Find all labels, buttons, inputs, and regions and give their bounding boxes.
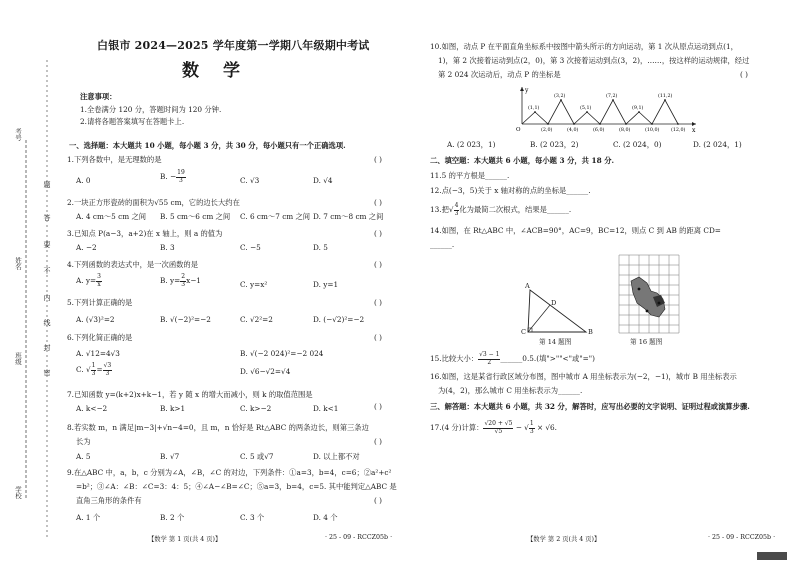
- answer-paren: ( ): [374, 298, 383, 307]
- q10-option-a: A. (2 023，1): [447, 140, 496, 149]
- point-label: (3,2): [554, 94, 566, 99]
- q1-option-b: B. − $\frac{19}{3}$: [160, 169, 185, 184]
- q10-stem-3: 第 2 024 次运动后，动点 P 的坐标是: [438, 70, 561, 79]
- q2-option-c: C. 6 cm～7 cm 之间: [240, 212, 311, 221]
- q5-option-c: C. √2²=2: [240, 315, 273, 324]
- q2-option-b: B. 5 cm～6 cm 之间: [160, 212, 231, 221]
- corner-logo: [757, 552, 787, 560]
- q4-option-b: B. y= $\frac{2}{3}$ x−1: [160, 273, 201, 288]
- seal-char-8: 密: [43, 369, 51, 377]
- answer-paren: ( ): [374, 229, 383, 238]
- answer-paren: ( ): [374, 402, 383, 411]
- q14-label-d: D: [551, 299, 557, 307]
- answer-paren: ( ): [374, 437, 383, 446]
- point-label: (8,0): [619, 128, 631, 133]
- q2-option-d: D. 7 cm～8 cm 之间: [313, 212, 384, 221]
- q4-option-a: A. y= $\frac{3}{x}$: [76, 273, 101, 288]
- xuexiao-label: 学校: [14, 486, 22, 499]
- q15: 15.比较大小： $\frac{√3 - 1}{2}$ ______0.5.(填">""<"或"="): [430, 351, 595, 366]
- seal-char-2: 答: [43, 214, 51, 222]
- origin-label: O: [516, 127, 521, 133]
- q7-option-b: B. k>1: [160, 404, 186, 413]
- q14-figure-caption: 第 14 题图: [539, 338, 572, 346]
- q14-stem-2: ______.: [430, 240, 455, 249]
- q9-stem-2: =b²；③∠A：∠B：∠C=3：4：5；④∠A−∠B=∠C；⑤a=3，b=4，c=5. 其中能判定△ABC 是: [76, 482, 397, 491]
- subject-title: 数学: [182, 61, 264, 81]
- q7-option-a: A. k<−2: [76, 404, 108, 413]
- section-3-heading: 三、解答题：本大题共 6 小题，共 32 分，解答时，应写出必要的文字说明、证明过程或演算步骤.: [430, 402, 750, 411]
- seal-char-4: 不: [43, 267, 51, 275]
- seal-char-1: 题: [43, 181, 51, 189]
- q16-stem: 16.如图，这是某省行政区域分布图，图中城市 A 用坐标表示为(−2，−1)，城市 B 用坐标表示: [430, 372, 737, 381]
- footer-page-1: 【数学 第 1 页(共 4 页)】: [148, 536, 222, 543]
- q13: 13.把√ $\frac{4}{3}$ 化为最简二次根式，结果是______.: [430, 202, 572, 217]
- q4-stem: 4.下列函数的表达式中，是一次函数的是: [67, 260, 199, 269]
- answer-paren: ( ): [374, 333, 383, 342]
- exam-title: 白银市 2024—2025 学年度第一学期八年级期中考试: [97, 39, 370, 52]
- q14-label-a: A: [525, 282, 530, 290]
- q10-zigzag-chart: [512, 84, 702, 136]
- kaohao-label: 考号: [14, 128, 22, 141]
- x-axis-arrow: [692, 122, 696, 126]
- q6-option-a: A. √12=4√3: [76, 349, 120, 358]
- zigzag-path: [522, 100, 678, 124]
- q10-option-c: C. (2 024，0): [613, 140, 662, 149]
- data-point: [547, 123, 549, 125]
- q2-stem: 2.一块正方形瓷砖的面积为√55 cm，它的边长大约在: [67, 198, 240, 207]
- q10-stem: 10.如图，动点 P 在平面直角坐标系中按图中箭头所示的方向运动，第 1 次从原点运动到点(1，: [430, 42, 738, 51]
- q1-option-d: D. √4: [313, 176, 333, 185]
- q6-option-b: B. √(−2 024)²=−2 024: [240, 349, 324, 358]
- q1-option-c: C. √3: [240, 176, 260, 185]
- data-point: [534, 111, 536, 113]
- answer-paren: ( ): [374, 198, 383, 207]
- q16-figure-caption: 第 16 题图: [630, 338, 663, 346]
- data-point: [677, 123, 679, 125]
- data-point: [560, 99, 562, 101]
- point-label: (5,1): [580, 106, 592, 111]
- footer-code-2: · 25 - 09 - RCCZ05b ·: [708, 534, 776, 541]
- notes-heading: 注意事项：: [80, 92, 117, 101]
- q16-map-grid-figure: [617, 253, 689, 339]
- q4-option-c: C. y=x²: [240, 280, 268, 289]
- q3-option-d: D. 5: [313, 243, 328, 252]
- seal-char-6: 线: [43, 319, 51, 327]
- data-point: [612, 99, 614, 101]
- q9-option-b: B. 2 个: [160, 513, 185, 522]
- data-point: [625, 123, 627, 125]
- q2-option-a: A. 4 cm～5 cm 之间: [76, 212, 147, 221]
- q8-stem: 8.若实数 m，n 满足|m−3|+√n−4=0，且 m，n 恰好是 Rt△ABC 的两条边长，则第三条边: [67, 423, 369, 432]
- seal-char-3: 要: [43, 241, 51, 249]
- data-point: [599, 123, 601, 125]
- point-label: (4,0): [567, 128, 579, 133]
- q8-option-a: A. 5: [76, 452, 91, 461]
- footer-page-2: 【数学 第 2 页(共 4 页)】: [527, 536, 601, 543]
- section-2-heading: 二、填空题：本大题共 6 小题，每小题 3 分，共 18 分.: [430, 156, 615, 165]
- q9-option-d: D. 4 个: [313, 513, 338, 522]
- q5-option-d: D. (−√2)²=−2: [313, 315, 365, 324]
- seal-char-5: 内: [43, 294, 51, 302]
- answer-paren: ( ): [740, 70, 749, 79]
- q3-option-c: C. −5: [240, 243, 261, 252]
- answer-paren: ( ): [374, 155, 383, 164]
- point-label: (12,0): [671, 128, 686, 133]
- q4-option-d: D. y=1: [313, 280, 339, 289]
- y-axis-label: y: [525, 87, 529, 94]
- q1-stem: 1.下列各数中，是无理数的是: [67, 155, 162, 164]
- xingming-label: 姓名: [14, 257, 22, 270]
- point-label: (7,2): [606, 94, 618, 99]
- point-label: (1,1): [528, 106, 540, 111]
- q7-stem: 7.已知函数 y=(k+2)x+k−1，若 y 随 x 的增大而减小，则 k 的取值范围是: [67, 390, 313, 399]
- q5-stem: 5.下列计算正确的是: [67, 298, 133, 307]
- q17: 17.(4 分)计算： $\frac{√20 + √5}{√5}$ − √ $\frac{1}{3}$ × √6.: [430, 420, 558, 435]
- q8-option-d: D. 以上都不对: [313, 452, 360, 461]
- point-label: (10,0): [645, 128, 660, 133]
- note-2: 2.请将各题答案填写在答题卡上.: [80, 117, 185, 126]
- q12: 12.点(−3，5)关于 x 轴对称的点的坐标是______.: [430, 186, 591, 195]
- point-label: (9,1): [632, 106, 644, 111]
- q6-stem: 6.下列化简正确的是: [67, 333, 133, 342]
- q7-option-d: D. k<1: [313, 404, 339, 413]
- point-label: (2,0): [541, 128, 553, 133]
- q1-option-a: A. 0: [76, 176, 91, 185]
- q5-option-b: B. √(−2)²=−2: [160, 315, 211, 324]
- q9-stem: 9.在△ABC 中，a，b，c 分别为∠A，∠B，∠C 的对边，下列条件：①a=3，b=4，c=6；②a²+c²: [67, 468, 392, 477]
- data-point: [573, 123, 575, 125]
- q10-stem-2: 1)，第 2 次接着运动到点(2，0)，第 3 次接着运动到点(3，2)，……，按这样的运动规律，经过: [438, 56, 750, 65]
- q14-triangle-figure: [518, 284, 598, 344]
- point-label: (11,2): [658, 94, 673, 99]
- y-axis-arrow: [520, 87, 524, 91]
- data-point: [651, 123, 653, 125]
- q7-option-c: C. k>−2: [240, 404, 272, 413]
- q3-option-a: A. −2: [76, 243, 97, 252]
- q14-label-b: B: [588, 328, 593, 336]
- q3-stem: 3.已知点 P(a−3，a+2)在 x 轴上，则 a 的值为: [67, 229, 223, 238]
- data-point: [638, 111, 640, 113]
- q8-option-b: B. √7: [160, 452, 180, 461]
- q5-option-a: A. (√3)²=2: [76, 315, 115, 324]
- section-1-heading: 一、选择题：本大题共 10 小题，每小题 3 分，共 30 分，每小题只有一个正确选项.: [69, 141, 346, 150]
- answer-paren: ( ): [374, 260, 383, 269]
- data-point: [664, 99, 666, 101]
- seal-char-7: 封: [43, 344, 51, 352]
- q6-option-d: D. √6−√2=√4: [240, 367, 291, 376]
- q14-label-c: C: [521, 328, 527, 336]
- q8-stem-2: 长为: [76, 437, 91, 446]
- q10-option-d: D. (2 024，1): [693, 140, 742, 149]
- note-1: 1.全卷满分 120 分，答题时间为 120 分钟.: [80, 105, 222, 114]
- q8-option-c: C. 5 或√7: [240, 452, 274, 461]
- q6-option-c: C. √ $\frac{1}{3}$ = $\frac{√3}{3}$: [76, 362, 112, 377]
- answer-paren: ( ): [374, 496, 383, 505]
- data-point: [586, 111, 588, 113]
- q9-stem-3: 直角三角形的条件有: [76, 496, 142, 505]
- q16-stem-2: 为(4，2)，那么城市 C 用坐标表示为______.: [438, 386, 583, 395]
- q11: 11.5 的平方根是______.: [430, 171, 510, 180]
- q3-option-b: B. 3: [160, 243, 175, 252]
- q9-option-a: A. 1 个: [76, 513, 101, 522]
- point-label: (6,0): [593, 128, 605, 133]
- q9-option-c: C. 3 个: [240, 513, 265, 522]
- x-axis-label: x: [692, 127, 696, 134]
- banji-label: 班级: [14, 352, 22, 365]
- footer-code-1: · 25 - 09 - RCCZ05b ·: [325, 534, 393, 541]
- q14-stem: 14.如图，在 Rt△ABC 中，∠ACB=90°，AC=9，BC=12，则点 C 到 AB 的距离 CD=: [430, 226, 721, 235]
- q10-option-b: B. (2 023，2): [530, 140, 579, 149]
